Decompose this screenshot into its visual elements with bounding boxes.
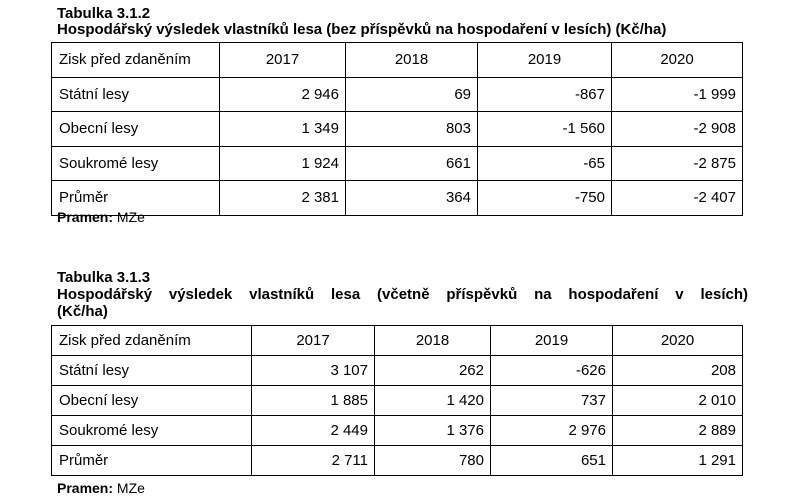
table-row <box>52 386 743 416</box>
row-label: Soukromé lesy <box>52 416 252 446</box>
table2-caption-line2: (Kč/ha) <box>57 303 108 320</box>
table2-label: Tabulka 3.1.3 <box>57 269 151 286</box>
cell-value: 1 420 <box>375 386 491 416</box>
table1-label: Tabulka 3.1.2 <box>57 5 151 22</box>
table2-header-label: Zisk před zdaněním <box>52 326 252 356</box>
table1-header-year: 2018 <box>346 43 478 78</box>
table1 <box>51 42 743 216</box>
cell-value: -65 <box>478 146 612 181</box>
table-row <box>52 146 743 181</box>
table-row <box>52 356 743 386</box>
cell-value: 2 010 <box>613 386 743 416</box>
table2-caption-line1: Hospodářský výsledek vlastníků lesa (včetně příspěvků na hospodaření v lesích) <box>57 286 748 303</box>
row-label: Státní lesy <box>52 77 220 112</box>
cell-value: 651 <box>491 446 613 476</box>
cell-value: -1 560 <box>478 112 612 147</box>
row-label: Průměr <box>52 181 220 216</box>
row-label: Obecní lesy <box>52 386 252 416</box>
table1-header-year: 2020 <box>612 43 743 78</box>
source-value: MZe <box>116 209 145 225</box>
cell-value: 1 885 <box>252 386 375 416</box>
row-label: Soukromé lesy <box>52 146 220 181</box>
table-row <box>52 416 743 446</box>
cell-value: -750 <box>478 181 612 216</box>
cell-value: 1 924 <box>220 146 346 181</box>
table-row <box>52 446 743 476</box>
cell-value: 2 889 <box>613 416 743 446</box>
cell-value: 69 <box>346 77 478 112</box>
cell-value: 364 <box>346 181 478 216</box>
table-row <box>52 181 743 216</box>
cell-value: 737 <box>491 386 613 416</box>
cell-value: -2 908 <box>612 112 743 147</box>
cell-value: 803 <box>346 112 478 147</box>
table2-header-year: 2017 <box>252 326 375 356</box>
row-label: Průměr <box>52 446 252 476</box>
table1-header-year: 2017 <box>220 43 346 78</box>
cell-value: 1 349 <box>220 112 346 147</box>
cell-value: 2 946 <box>220 77 346 112</box>
table2-header-year: 2018 <box>375 326 491 356</box>
table2-header-year: 2020 <box>613 326 743 356</box>
table1-header-row <box>52 43 743 78</box>
cell-value: 208 <box>613 356 743 386</box>
table1-caption: Hospodářský výsledek vlastníků lesa (bez příspěvků na hospodaření v lesích) (Kč/ha) <box>57 21 667 38</box>
source-label: Pramen: <box>57 209 114 225</box>
cell-value: 2 449 <box>252 416 375 446</box>
cell-value: 2 976 <box>491 416 613 446</box>
cell-value: -626 <box>491 356 613 386</box>
cell-value: -1 999 <box>612 77 743 112</box>
table-row <box>52 112 743 147</box>
cell-value: 262 <box>375 356 491 386</box>
cell-value: -867 <box>478 77 612 112</box>
cell-value: 780 <box>375 446 491 476</box>
source-value: MZe <box>116 480 145 496</box>
cell-value: 1 291 <box>613 446 743 476</box>
cell-value: 3 107 <box>252 356 375 386</box>
table1-source <box>57 209 145 225</box>
table2-header-year: 2019 <box>491 326 613 356</box>
cell-value: -2 875 <box>612 146 743 181</box>
table2-source <box>57 480 145 496</box>
cell-value: 2 381 <box>220 181 346 216</box>
source-label: Pramen: <box>57 480 114 496</box>
cell-value: 1 376 <box>375 416 491 446</box>
row-label: Státní lesy <box>52 356 252 386</box>
row-label: Obecní lesy <box>52 112 220 147</box>
table-row <box>52 77 743 112</box>
cell-value: -2 407 <box>612 181 743 216</box>
table2-header-row <box>52 326 743 356</box>
table1-header-label: Zisk před zdaněním <box>52 43 220 78</box>
table1-header-year: 2019 <box>478 43 612 78</box>
table2 <box>51 325 743 476</box>
cell-value: 661 <box>346 146 478 181</box>
cell-value: 2 711 <box>252 446 375 476</box>
